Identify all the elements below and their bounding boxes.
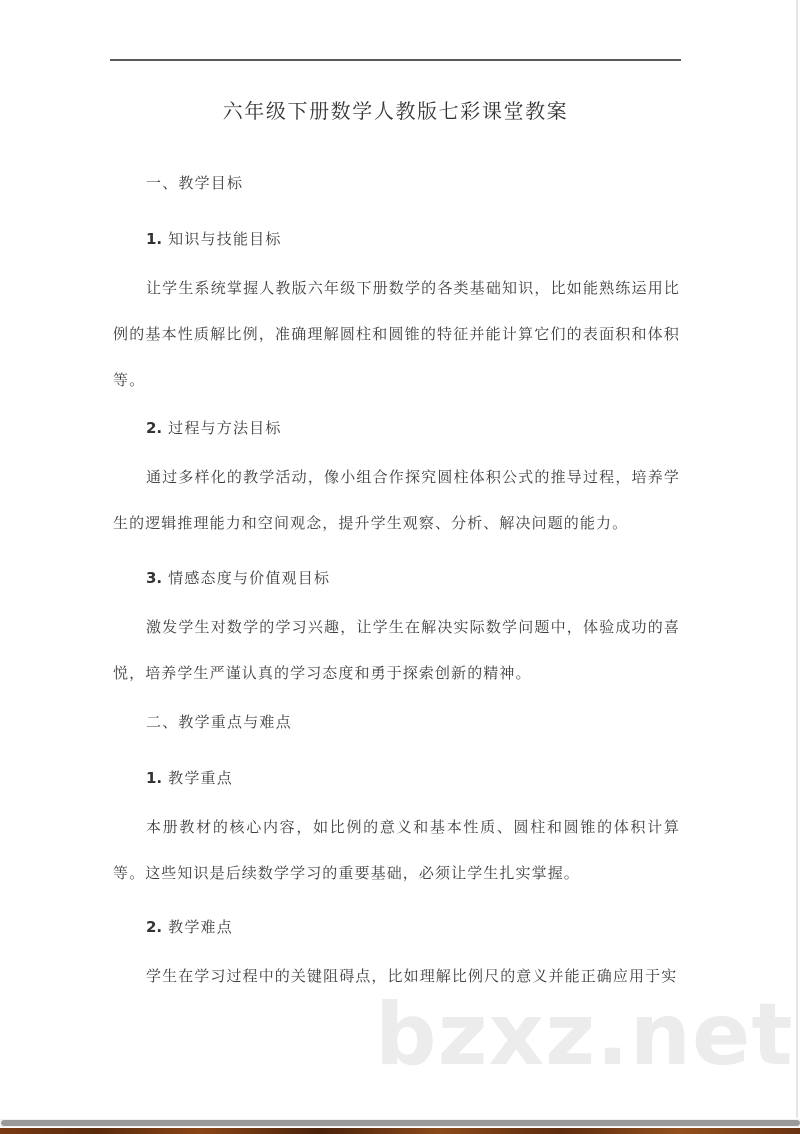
subsection-heading-key-points: [146, 768, 233, 788]
header-rule: [110, 59, 681, 61]
subsection-title: 知识与技能目标: [168, 230, 282, 248]
subsection-number: 3.: [146, 569, 163, 587]
subsection-number: 2.: [146, 918, 163, 936]
paragraph-difficult-points: 学生在学习过程中的关键阻碍点，比如理解比例尺的意义并能正确应用于实: [146, 967, 678, 985]
subsection-title: 情感态度与价值观目标: [168, 569, 331, 587]
subsection-heading-attitudes-values: [146, 568, 330, 588]
section-heading-key-difficult-points: 二、教学重点与难点: [146, 713, 292, 731]
section-heading-teaching-goals: 一、教学目标: [146, 174, 244, 192]
paragraph-knowledge-skills: 让学生系统掌握人教版六年级下册数学的各类基础知识，比如能熟练运用比例的基本性质解比例，准确理解圆柱和圆锥的特征并能计算它们的表面积和体积等。: [113, 279, 680, 389]
subsection-number: 1.: [146, 230, 163, 248]
paragraph-key-points: 本册教材的核心内容，如比例的意义和基本性质、圆柱和圆锥的体积计算等。这些知识是后续数学学习的重要基础，必须让学生扎实掌握。: [113, 818, 680, 882]
subsection-heading-difficult-points: [146, 917, 233, 937]
document-title: 六年级下册数学人教版七彩课堂教案: [222, 99, 569, 123]
paragraph-attitudes-values: 激发学生对数学的学习兴趣，让学生在解决实际数学问题中，体验成功的喜悦，培养学生严谨认真的学习态度和勇于探索创新的精神。: [113, 618, 680, 682]
horizontal-scrollbar[interactable]: [0, 1119, 800, 1127]
subsection-heading-knowledge-skills: [146, 229, 282, 249]
subsection-number: 1.: [146, 769, 163, 787]
watermark-text: bzxz.net: [375, 985, 794, 1085]
subsection-title: 教学难点: [168, 918, 233, 936]
subsection-number: 2.: [146, 419, 163, 437]
subsection-title: 教学重点: [168, 769, 233, 787]
subsection-title: 过程与方法目标: [168, 419, 282, 437]
scrollbar-thumb[interactable]: [1, 1120, 800, 1126]
subsection-heading-process-methods: [146, 418, 282, 438]
paragraph-process-methods: 通过多样化的教学活动，像小组合作探究圆柱体积公式的推导过程，培养学生的逻辑推理能力和空间观念，提升学生观察、分析、解决问题的能力。: [113, 468, 680, 532]
background-desktop-strip: [0, 1128, 800, 1134]
